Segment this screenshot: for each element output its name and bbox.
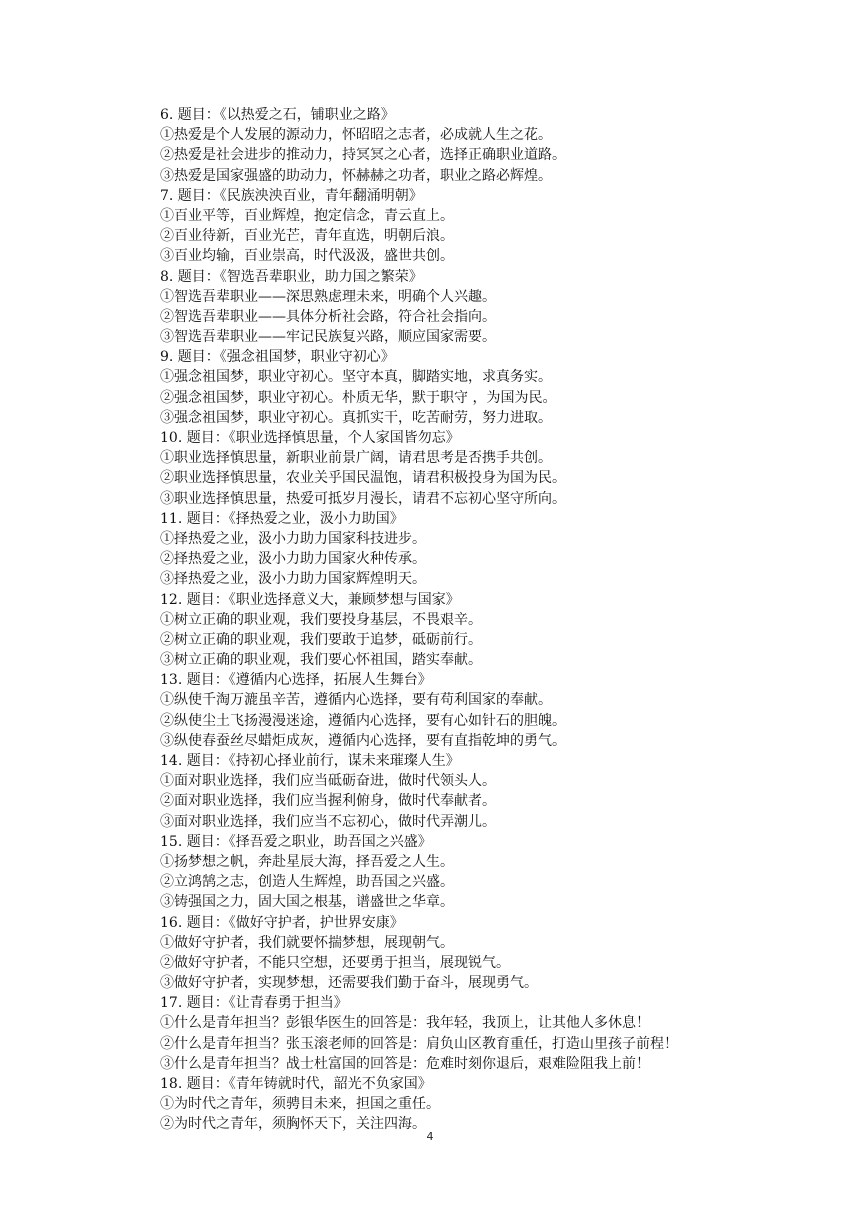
section-title: 6. 题目：《以热爱之石，铺职业之路》 <box>160 107 395 123</box>
section-11 <box>160 509 760 590</box>
section-15 <box>160 832 760 913</box>
list-item: ②立鸿鹄之志，创造人生辉煌，助吾国之兴盛。 <box>160 874 454 891</box>
list-item: ③树立正确的职业观，我们要心怀祖国，踏实奉献。 <box>160 652 482 669</box>
list-item: ①纵使千淘万漉虽辛苦，遵循内心选择，要有苟利国家的奉献。 <box>160 692 552 709</box>
section-6 <box>160 105 760 186</box>
section-title: 15. 题目：《择吾爱之职业，助吾国之兴盛》 <box>160 833 432 850</box>
list-item: ②强念祖国梦，职业守初心。朴质无华，默于职守 ，为国为民。 <box>160 389 557 406</box>
list-item: ②什么是青年担当？张玉滚老师的回答是：肩负山区教育重任，打造山里孩子前程！ <box>160 1035 678 1052</box>
list-item: ②树立正确的职业观，我们要敢于追梦，砥砺前行。 <box>160 631 482 648</box>
list-item: ②热爱是社会进步的推动力，持冥冥之心者，选择正确职业道路。 <box>160 147 566 164</box>
list-item: ①强念祖国梦，职业守初心。坚守本真，脚踏实地，求真务实。 <box>160 369 552 386</box>
section-18 <box>160 1074 760 1135</box>
list-item: ③强念祖国梦，职业守初心。真抓实干，吃苦耐劳，努力进取。 <box>160 409 552 426</box>
list-item: ③纵使春蚕丝尽蜡炬成灰，遵循内心选择，要有直指乾坤的勇气。 <box>160 732 566 749</box>
list-item: ②百业待新，百业光芒，青年直选，明朝后浪。 <box>160 228 454 245</box>
section-14 <box>160 751 760 832</box>
list-item: ①为时代之青年，须骋目未来，担国之重任。 <box>160 1096 440 1113</box>
section-title: 14. 题目：《持初心择业前行，谋未来璀璨人生》 <box>160 753 460 769</box>
section-title: 12. 题目：《职业选择意义大，兼顾梦想与国家》 <box>160 591 460 608</box>
list-item: ①做好守护者，我们就要怀揣梦想，展现朝气。 <box>160 934 454 951</box>
list-item: ①百业平等，百业辉煌，抱定信念，青云直上。 <box>160 207 454 224</box>
list-item: ②纵使尘土飞扬漫漫迷途，遵循内心选择，要有心如针石的胆魄。 <box>160 712 566 729</box>
section-title: 13. 题目：《遵循内心选择，拓展人生舞台》 <box>160 672 432 689</box>
list-item: ③职业选择慎思量，热爱可抵岁月漫长，请君不忘初心坚守所向。 <box>160 490 566 507</box>
section-7 <box>160 186 760 267</box>
section-10 <box>160 428 760 509</box>
list-item: ③热爱是国家强盛的助动力，怀赫赫之功者，职业之路必辉煌。 <box>160 167 552 184</box>
list-item: ②智选吾辈职业——具体分析社会路，符合社会指向。 <box>160 308 496 325</box>
list-item: ③做好守护者，实现梦想，还需要我们勤于奋斗，展现勇气。 <box>160 975 538 992</box>
list-item: ③择热爱之业，汲小力助力国家辉煌明天。 <box>160 571 426 588</box>
list-item: ③铸强国之力，固大国之根基，谱盛世之华章。 <box>160 894 454 911</box>
section-title: 10. 题目：《职业选择慎思量，个人家国皆勿忘》 <box>160 430 460 446</box>
list-item: ③什么是青年担当？战士杜富国的回答是：危难时刻你退后，艰难险阻我上前！ <box>160 1055 650 1072</box>
document-body <box>160 105 760 1135</box>
section-title: 16. 题目：《做好守护者，护世界安康》 <box>160 914 404 931</box>
list-item: ③百业均输，百业崇高，时代汲汲，盛世共创。 <box>160 248 454 265</box>
list-item: ①面对职业选择，我们应当砥砺奋进，做时代领头人。 <box>160 773 496 790</box>
list-item: ②职业选择慎思量，农业关乎国民温饱，请君积极投身为国为民。 <box>160 470 566 487</box>
section-title: 7. 题目：《民族泱泱百业，青年翻涌明朝》 <box>160 187 423 204</box>
list-item: ②面对职业选择，我们应当握利俯身，做时代奉献者。 <box>160 793 496 810</box>
section-12 <box>160 590 760 671</box>
list-item: ②为时代之青年，须胸怀天下，关注四海。 <box>160 1116 426 1133</box>
section-13 <box>160 670 760 751</box>
list-item: ①什么是青年担当？彭银华医生的回答是：我年轻，我顶上，让其他人多休息！ <box>160 1015 650 1032</box>
section-17 <box>160 993 760 1074</box>
section-title: 9. 题目：《强念祖国梦，职业守初心》 <box>160 349 395 366</box>
list-item: ②做好守护者，不能只空想，还要勇于担当，展现锐气。 <box>160 954 510 971</box>
section-title: 18. 题目：《青年铸就时代，韶光不负家国》 <box>160 1076 432 1092</box>
section-9 <box>160 347 760 428</box>
page-number: 4 <box>426 1130 434 1143</box>
section-8 <box>160 267 760 348</box>
section-16 <box>160 913 760 994</box>
list-item: ②择热爱之业，汲小力助力国家火种传承。 <box>160 551 426 568</box>
list-item: ①热爱是个人发展的源动力，怀昭昭之志者，必成就人生之花。 <box>160 127 552 144</box>
section-title: 11. 题目：《择热爱之业，汲小力助国》 <box>160 510 404 527</box>
list-item: ①职业选择慎思量，新职业前景广阔，请君思考是否携手共创。 <box>160 450 552 467</box>
list-item: ①择热爱之业，汲小力助力国家科技进步。 <box>160 530 426 547</box>
list-item: ③面对职业选择，我们应当不忘初心，做时代弄潮儿。 <box>160 813 496 830</box>
section-title: 17. 题目：《让青春勇于担当》 <box>160 995 348 1012</box>
list-item: ①树立正确的职业观，我们要投身基层，不畏艰辛。 <box>160 611 482 628</box>
section-title: 8. 题目：《智选吾辈职业，助力国之繁荣》 <box>160 268 423 285</box>
list-item: ③智选吾辈职业——牢记民族复兴路，顺应国家需要。 <box>160 329 496 346</box>
list-item: ①扬梦想之帆，奔赴星辰大海，择吾爱之人生。 <box>160 853 454 870</box>
list-item: ①智选吾辈职业——深思熟虑理未来，明确个人兴趣。 <box>160 288 496 305</box>
